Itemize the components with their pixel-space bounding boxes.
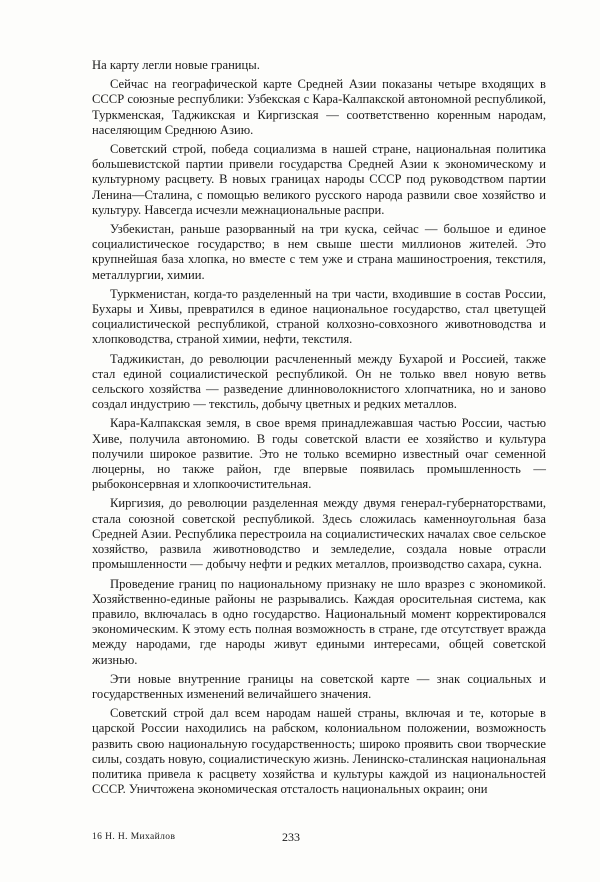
paragraph-kirghizia: Киргизия, до революции разделенная между двумя генерал-губернаторствами, стала союзной советской республикой. Здесь сложилась каменноугольная база Средней Азии. Республика перестроила на социалистических началах свое сельское хозяйство, развила животноводство и земледелие, создала новые отрасли промышленности — добычу нефти и редких металлов, производство сахара, сукна. [92,496,546,572]
paragraph-tajikistan: Таджикистан, до революции расчлененный между Бухарой и Россией, также стал единой социалистической республикой. Он не только ввел новую ветвь сельского хозяйства — разведение длинноволокнистого хлопчатника, но и заново создал индустрию — текстиль, добычу цветных и редких металлов. [92,351,546,412]
paragraph-kara-kalpakia: Кара-Калпакская земля, в свое время принадлежавшая частью России, частью Хиве, получила автономию. В годы советской власти ее хозяйство и культура получили широкое развитие. Это не только всемирно известный очаг семенной люцерны, но также район, где впервые появилась промышленность — рыбоконсервная и хлопкоочистительная. [92,416,546,492]
printer-signature: 16 Н. Н. Михайлов [92,832,176,842]
paragraph-internal-borders: Эти новые внутренние границы на советской карте — знак социальных и государственных изменений величайшего значения. [92,671,546,701]
paragraph-four-republics: Сейчас на географической карте Средней Азии показаны четыре входящих в СССР союзные республики: Узбекская с Кара-Калпакской автономной республикой, Туркменская, Таджикская и Киргизская — соответственно коренным народам, населяющим Среднюю Азию. [92,77,546,137]
page-number: 233 [282,830,300,844]
page-footer [0,832,600,852]
paragraph-national-policy: Советский строй дал всем народам нашей страны, включая и те, которые в царской России находились на рабском, колониальном положении, возможность развить свою национальную государственность; широко проявить свои творческие силы, создать новую, социалистическую жизнь. Ленинско-сталинская национальная политика привела к расцвету хозяйства и культуры каждой из национальностей СССР. Уничтожена экономическая отсталость национальных окраин; они [92,706,546,797]
paragraph-border-economics: Проведение границ по национальному признаку не шло вразрез с экономикой. Хозяйственно-единые районы не разрывались. Каждая оросительная система, как правило, включалась в одно государство. Национальный момент корректировался экономическим. К этому есть полная возможность в стране, где отсутствует вражда между народами, где народы живут едиными интересами, общей советской жизнью. [92,576,546,667]
paragraph-turkmenistan: Туркменистан, когда-то разделенный на три части, входившие в состав России, Бухары и Хивы, превратился в единое национальное государство, стал цветущей социалистической республикой, страной колхозно-совхозного животноводства и хлопководства, страной химии, нефти, текстиля. [92,286,546,347]
paragraph-soviet-system: Советский строй, победа социализма в нашей стране, национальная политика большевистской партии привели государства Средней Азии к экономическому и культурному расцвету. В новых границах народы СССР под руководством партии Ленина—Сталина, с помощью великого русского народа развили свое хозяйство и культуру. Навсегда исчезли межнациональные распри. [92,142,546,217]
body-text [92,58,546,801]
paragraph-uzbekistan: Узбекистан, раньше разорванный на три куска, сейчас — большое и единое социалистическое государство; в нем свыше шести миллионов жителей. Это крупнейшая база хлопка, но вместе с тем уже и страна машиностроения, текстиля, металлургии, химии. [92,222,546,282]
paragraph-new-borders: На карту легли новые границы. [92,58,260,72]
